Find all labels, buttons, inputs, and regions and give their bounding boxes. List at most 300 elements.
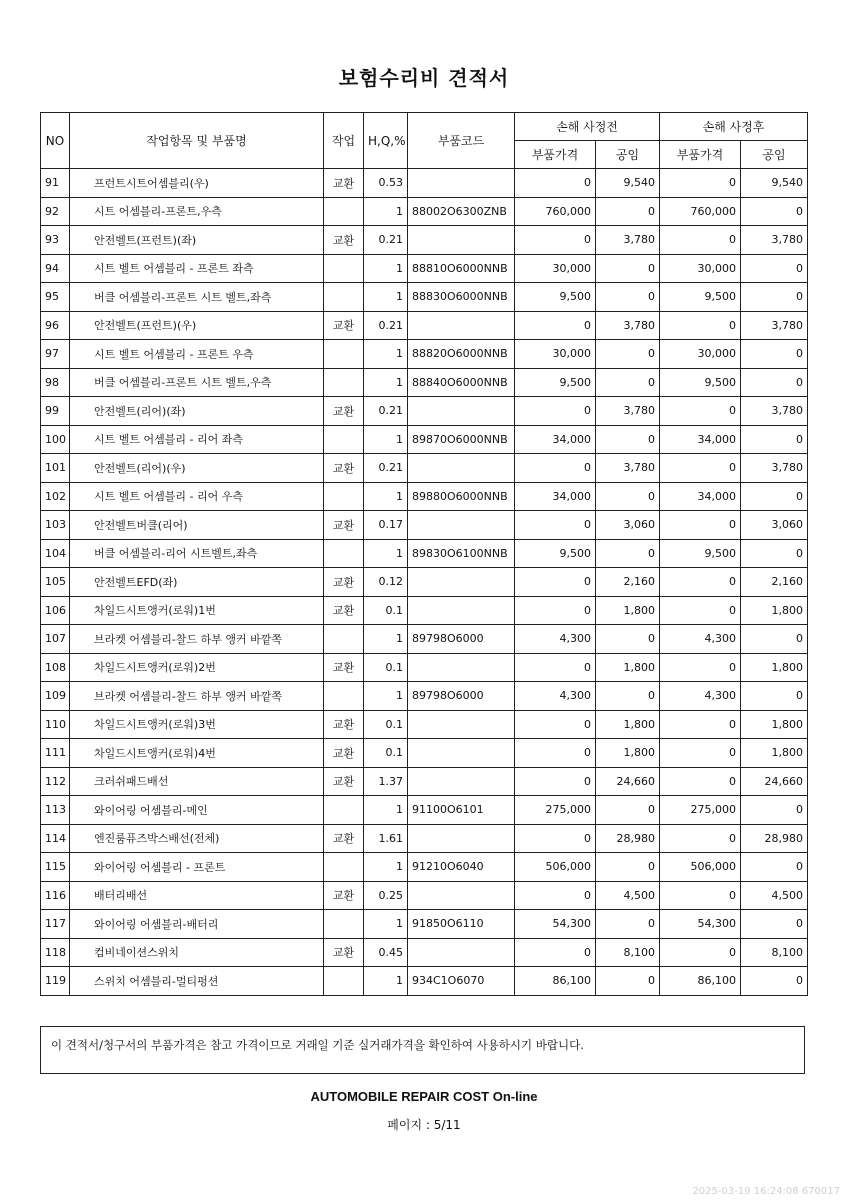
cell-part-code: 91850O6110 bbox=[408, 910, 515, 939]
cell-before-part-price: 0 bbox=[515, 311, 596, 340]
brand-footer: AUTOMOBILE REPAIR COST On-line bbox=[310, 1089, 538, 1104]
table-row bbox=[41, 824, 808, 853]
cell-no: 92 bbox=[41, 197, 70, 226]
cell-before-part-price: 86,100 bbox=[515, 967, 596, 996]
cell-hq: 0.12 bbox=[364, 568, 408, 597]
cell-after-part-price: 0 bbox=[660, 881, 741, 910]
cell-before-part-price: 275,000 bbox=[515, 796, 596, 825]
cell-after-part-price: 4,300 bbox=[660, 625, 741, 654]
cell-no: 118 bbox=[41, 938, 70, 967]
cell-after-part-price: 0 bbox=[660, 454, 741, 483]
table-row bbox=[41, 881, 808, 910]
cell-before-part-price: 0 bbox=[515, 739, 596, 768]
cell-after-labor: 0 bbox=[741, 340, 808, 369]
cell-before-part-price: 0 bbox=[515, 454, 596, 483]
cell-after-labor: 0 bbox=[741, 539, 808, 568]
cell-item-name: 버클 어셈블리-프론트 시트 벨트,좌측 bbox=[70, 283, 324, 312]
cell-hq: 0.53 bbox=[364, 169, 408, 198]
cell-work bbox=[324, 539, 364, 568]
cell-part-code bbox=[408, 226, 515, 255]
cell-work bbox=[324, 197, 364, 226]
cell-after-labor: 24,660 bbox=[741, 767, 808, 796]
cell-before-labor: 0 bbox=[596, 796, 660, 825]
cell-before-part-price: 4,300 bbox=[515, 625, 596, 654]
document-title: 보험수리비 견적서 bbox=[338, 66, 510, 90]
cell-after-labor: 0 bbox=[741, 254, 808, 283]
cell-after-part-price: 30,000 bbox=[660, 340, 741, 369]
cell-after-labor: 0 bbox=[741, 682, 808, 711]
cell-item-name: 와이어링 어셈블리 - 프론트 bbox=[70, 853, 324, 882]
table-row bbox=[41, 311, 808, 340]
cell-work bbox=[324, 682, 364, 711]
cell-item-name: 와이어링 어셈블리-배터리 bbox=[70, 910, 324, 939]
cell-hq: 1 bbox=[364, 682, 408, 711]
cell-no: 103 bbox=[41, 511, 70, 540]
cell-hq: 0.25 bbox=[364, 881, 408, 910]
cell-hq: 1 bbox=[364, 853, 408, 882]
cell-after-labor: 1,800 bbox=[741, 739, 808, 768]
cell-hq: 1 bbox=[364, 368, 408, 397]
cell-part-code: 88830O6000NNB bbox=[408, 283, 515, 312]
cell-after-labor: 3,780 bbox=[741, 311, 808, 340]
page-number: 페이지 : 5/11 bbox=[387, 1118, 461, 1132]
cell-after-labor: 28,980 bbox=[741, 824, 808, 853]
cell-before-part-price: 506,000 bbox=[515, 853, 596, 882]
cell-no: 98 bbox=[41, 368, 70, 397]
cell-item-name: 프런트시트어셈블리(우) bbox=[70, 169, 324, 198]
cell-item-name: 안전벨트버클(리어) bbox=[70, 511, 324, 540]
cell-work bbox=[324, 425, 364, 454]
table-row bbox=[41, 397, 808, 426]
cell-part-code bbox=[408, 511, 515, 540]
table-row bbox=[41, 625, 808, 654]
table-row bbox=[41, 682, 808, 711]
cell-after-labor: 3,780 bbox=[741, 454, 808, 483]
table-row bbox=[41, 910, 808, 939]
header-no: NO bbox=[41, 113, 70, 169]
cell-part-code: 89830O6100NNB bbox=[408, 539, 515, 568]
cell-item-name: 스위치 어셈블리-멀티펑션 bbox=[70, 967, 324, 996]
table-row bbox=[41, 710, 808, 739]
table-row bbox=[41, 539, 808, 568]
cell-item-name: 안전벨트(리어)(좌) bbox=[70, 397, 324, 426]
cell-work bbox=[324, 967, 364, 996]
cell-after-labor: 3,780 bbox=[741, 226, 808, 255]
cell-work bbox=[324, 482, 364, 511]
cell-after-part-price: 0 bbox=[660, 226, 741, 255]
cell-after-labor: 0 bbox=[741, 796, 808, 825]
cell-work: 교환 bbox=[324, 739, 364, 768]
cell-work bbox=[324, 910, 364, 939]
cell-part-code bbox=[408, 938, 515, 967]
cell-after-part-price: 0 bbox=[660, 511, 741, 540]
cell-before-part-price: 0 bbox=[515, 824, 596, 853]
table-row bbox=[41, 368, 808, 397]
cell-hq: 1 bbox=[364, 967, 408, 996]
cell-no: 96 bbox=[41, 311, 70, 340]
cell-work bbox=[324, 853, 364, 882]
cell-item-name: 차일드시트앵커(로워)3번 bbox=[70, 710, 324, 739]
cell-after-labor: 0 bbox=[741, 197, 808, 226]
print-timestamp: 2025-03-19 16:24:08 670017 bbox=[692, 1186, 840, 1197]
cell-work: 교환 bbox=[324, 511, 364, 540]
cell-before-labor: 3,780 bbox=[596, 226, 660, 255]
cell-before-labor: 28,980 bbox=[596, 824, 660, 853]
header-after-part-price: 부품가격 bbox=[660, 141, 741, 169]
cell-part-code: 89880O6000NNB bbox=[408, 482, 515, 511]
table-row bbox=[41, 226, 808, 255]
cell-part-code: 88002O6300ZNB bbox=[408, 197, 515, 226]
cell-before-part-price: 0 bbox=[515, 596, 596, 625]
cell-after-part-price: 0 bbox=[660, 824, 741, 853]
cell-before-part-price: 34,000 bbox=[515, 425, 596, 454]
header-before-labor: 공임 bbox=[596, 141, 660, 169]
table-row bbox=[41, 739, 808, 768]
cell-no: 99 bbox=[41, 397, 70, 426]
cell-after-part-price: 0 bbox=[660, 596, 741, 625]
cell-before-part-price: 0 bbox=[515, 169, 596, 198]
cell-no: 112 bbox=[41, 767, 70, 796]
cell-item-name: 차일드시트앵커(로워)4번 bbox=[70, 739, 324, 768]
cell-after-labor: 0 bbox=[741, 283, 808, 312]
cell-after-part-price: 506,000 bbox=[660, 853, 741, 882]
cell-after-labor: 0 bbox=[741, 482, 808, 511]
cell-after-part-price: 0 bbox=[660, 397, 741, 426]
price-notice: 이 견적서/청구서의 부품가격은 참고 가격이므로 거래일 기준 실거래가격을 확인하여 사용하시기 바랍니다. bbox=[40, 1026, 805, 1074]
cell-hq: 0.1 bbox=[364, 710, 408, 739]
cell-after-labor: 0 bbox=[741, 910, 808, 939]
cell-no: 105 bbox=[41, 568, 70, 597]
table-row bbox=[41, 853, 808, 882]
cell-hq: 1.61 bbox=[364, 824, 408, 853]
cell-before-labor: 0 bbox=[596, 340, 660, 369]
cell-after-part-price: 0 bbox=[660, 767, 741, 796]
cell-item-name: 시트 어셈블리-프론트,우측 bbox=[70, 197, 324, 226]
cell-no: 97 bbox=[41, 340, 70, 369]
cell-before-labor: 3,780 bbox=[596, 311, 660, 340]
cell-hq: 0.21 bbox=[364, 397, 408, 426]
cell-before-labor: 1,800 bbox=[596, 739, 660, 768]
table-row bbox=[41, 454, 808, 483]
cell-work: 교환 bbox=[324, 653, 364, 682]
cell-part-code: 91210O6040 bbox=[408, 853, 515, 882]
cell-after-part-price: 9,500 bbox=[660, 539, 741, 568]
cell-after-labor: 8,100 bbox=[741, 938, 808, 967]
table-row bbox=[41, 596, 808, 625]
cell-after-labor: 0 bbox=[741, 425, 808, 454]
cell-before-labor: 1,800 bbox=[596, 653, 660, 682]
table-row bbox=[41, 197, 808, 226]
cell-before-labor: 0 bbox=[596, 625, 660, 654]
cell-after-labor: 1,800 bbox=[741, 710, 808, 739]
header-before: 손해 사정전 bbox=[515, 113, 660, 141]
cell-before-labor: 3,780 bbox=[596, 397, 660, 426]
cell-work: 교환 bbox=[324, 767, 364, 796]
cell-before-labor: 3,060 bbox=[596, 511, 660, 540]
cell-before-labor: 0 bbox=[596, 682, 660, 711]
cell-no: 100 bbox=[41, 425, 70, 454]
cell-before-part-price: 0 bbox=[515, 710, 596, 739]
cell-item-name: 와이어링 어셈블리-메인 bbox=[70, 796, 324, 825]
estimate-rows bbox=[41, 169, 808, 996]
cell-hq: 0.1 bbox=[364, 653, 408, 682]
cell-after-part-price: 34,000 bbox=[660, 482, 741, 511]
cell-work: 교환 bbox=[324, 568, 364, 597]
cell-no: 101 bbox=[41, 454, 70, 483]
cell-part-code: 88810O6000NNB bbox=[408, 254, 515, 283]
cell-hq: 0.1 bbox=[364, 596, 408, 625]
cell-hq: 0.21 bbox=[364, 454, 408, 483]
cell-before-part-price: 0 bbox=[515, 568, 596, 597]
cell-no: 106 bbox=[41, 596, 70, 625]
table-row bbox=[41, 796, 808, 825]
cell-after-part-price: 30,000 bbox=[660, 254, 741, 283]
cell-after-labor: 0 bbox=[741, 967, 808, 996]
cell-before-part-price: 9,500 bbox=[515, 368, 596, 397]
cell-before-labor: 0 bbox=[596, 254, 660, 283]
cell-after-labor: 0 bbox=[741, 625, 808, 654]
cell-item-name: 차일드시트앵커(로워)1번 bbox=[70, 596, 324, 625]
header-before-part-price: 부품가격 bbox=[515, 141, 596, 169]
cell-no: 110 bbox=[41, 710, 70, 739]
cell-part-code bbox=[408, 169, 515, 198]
cell-after-part-price: 0 bbox=[660, 311, 741, 340]
cell-before-labor: 0 bbox=[596, 283, 660, 312]
header-after-labor: 공임 bbox=[741, 141, 808, 169]
cell-hq: 0.21 bbox=[364, 226, 408, 255]
cell-no: 108 bbox=[41, 653, 70, 682]
cell-hq: 1 bbox=[364, 340, 408, 369]
cell-after-labor: 0 bbox=[741, 853, 808, 882]
cell-part-code bbox=[408, 568, 515, 597]
table-row bbox=[41, 283, 808, 312]
cell-work bbox=[324, 283, 364, 312]
cell-before-labor: 9,540 bbox=[596, 169, 660, 198]
cell-work: 교환 bbox=[324, 938, 364, 967]
cell-before-part-price: 30,000 bbox=[515, 254, 596, 283]
cell-before-labor: 1,800 bbox=[596, 710, 660, 739]
table-row bbox=[41, 653, 808, 682]
cell-before-part-price: 760,000 bbox=[515, 197, 596, 226]
cell-before-labor: 1,800 bbox=[596, 596, 660, 625]
cell-part-code: 88840O6000NNB bbox=[408, 368, 515, 397]
table-row bbox=[41, 169, 808, 198]
cell-hq: 0.45 bbox=[364, 938, 408, 967]
cell-item-name: 컴비네이션스위치 bbox=[70, 938, 324, 967]
cell-no: 91 bbox=[41, 169, 70, 198]
cell-item-name: 안전벨트(프런트)(좌) bbox=[70, 226, 324, 255]
cell-before-part-price: 0 bbox=[515, 938, 596, 967]
cell-item-name: 안전벨트(프런트)(우) bbox=[70, 311, 324, 340]
cell-part-code: 89798O6000 bbox=[408, 682, 515, 711]
cell-before-labor: 24,660 bbox=[596, 767, 660, 796]
cell-after-part-price: 0 bbox=[660, 653, 741, 682]
cell-no: 114 bbox=[41, 824, 70, 853]
cell-after-part-price: 275,000 bbox=[660, 796, 741, 825]
cell-part-code bbox=[408, 397, 515, 426]
cell-after-labor: 4,500 bbox=[741, 881, 808, 910]
cell-no: 119 bbox=[41, 967, 70, 996]
cell-before-part-price: 54,300 bbox=[515, 910, 596, 939]
cell-no: 102 bbox=[41, 482, 70, 511]
cell-before-labor: 4,500 bbox=[596, 881, 660, 910]
cell-after-part-price: 0 bbox=[660, 739, 741, 768]
cell-before-labor: 0 bbox=[596, 197, 660, 226]
cell-item-name: 엔진룸퓨즈박스배선(전체) bbox=[70, 824, 324, 853]
cell-before-labor: 0 bbox=[596, 853, 660, 882]
cell-work bbox=[324, 340, 364, 369]
cell-after-part-price: 0 bbox=[660, 710, 741, 739]
cell-after-labor: 3,060 bbox=[741, 511, 808, 540]
cell-item-name: 크러쉬패드배선 bbox=[70, 767, 324, 796]
cell-after-labor: 2,160 bbox=[741, 568, 808, 597]
header-after: 손해 사정후 bbox=[660, 113, 808, 141]
cell-part-code bbox=[408, 739, 515, 768]
table-row bbox=[41, 511, 808, 540]
cell-before-labor: 8,100 bbox=[596, 938, 660, 967]
cell-before-part-price: 34,000 bbox=[515, 482, 596, 511]
cell-item-name: 버클 어셈블리-리어 시트벨트,좌측 bbox=[70, 539, 324, 568]
cell-before-labor: 0 bbox=[596, 967, 660, 996]
cell-after-part-price: 760,000 bbox=[660, 197, 741, 226]
estimate-table bbox=[40, 112, 808, 996]
cell-no: 113 bbox=[41, 796, 70, 825]
table-row bbox=[41, 254, 808, 283]
cell-before-part-price: 4,300 bbox=[515, 682, 596, 711]
cell-part-code bbox=[408, 596, 515, 625]
header-hq: H,Q,% bbox=[364, 113, 408, 169]
cell-part-code bbox=[408, 653, 515, 682]
cell-hq: 1 bbox=[364, 254, 408, 283]
cell-hq: 0.17 bbox=[364, 511, 408, 540]
cell-part-code bbox=[408, 710, 515, 739]
cell-after-labor: 3,780 bbox=[741, 397, 808, 426]
cell-no: 94 bbox=[41, 254, 70, 283]
cell-item-name: 차일드시트앵커(로워)2번 bbox=[70, 653, 324, 682]
cell-part-code: 89798O6000 bbox=[408, 625, 515, 654]
table-row bbox=[41, 967, 808, 996]
cell-hq: 0.1 bbox=[364, 739, 408, 768]
table-row bbox=[41, 767, 808, 796]
cell-no: 116 bbox=[41, 881, 70, 910]
cell-no: 95 bbox=[41, 283, 70, 312]
cell-after-labor: 0 bbox=[741, 368, 808, 397]
cell-before-labor: 0 bbox=[596, 482, 660, 511]
cell-work: 교환 bbox=[324, 311, 364, 340]
cell-hq: 1 bbox=[364, 197, 408, 226]
cell-no: 93 bbox=[41, 226, 70, 255]
cell-after-part-price: 0 bbox=[660, 568, 741, 597]
cell-hq: 0.21 bbox=[364, 311, 408, 340]
cell-hq: 1 bbox=[364, 425, 408, 454]
cell-hq: 1 bbox=[364, 283, 408, 312]
table-row bbox=[41, 482, 808, 511]
cell-part-code: 88820O6000NNB bbox=[408, 340, 515, 369]
cell-after-part-price: 0 bbox=[660, 938, 741, 967]
cell-before-part-price: 30,000 bbox=[515, 340, 596, 369]
cell-hq: 1.37 bbox=[364, 767, 408, 796]
cell-hq: 1 bbox=[364, 625, 408, 654]
cell-after-part-price: 9,500 bbox=[660, 283, 741, 312]
cell-before-part-price: 0 bbox=[515, 881, 596, 910]
cell-item-name: 버클 어셈블리-프론트 시트 벨트,우측 bbox=[70, 368, 324, 397]
cell-work: 교환 bbox=[324, 169, 364, 198]
cell-hq: 1 bbox=[364, 482, 408, 511]
cell-item-name: 브라켓 어셈블리-찰드 하부 앵커 바깥쪽 bbox=[70, 625, 324, 654]
cell-after-labor: 1,800 bbox=[741, 596, 808, 625]
cell-before-labor: 0 bbox=[596, 368, 660, 397]
cell-item-name: 안전벨트EFD(좌) bbox=[70, 568, 324, 597]
cell-no: 109 bbox=[41, 682, 70, 711]
table-row bbox=[41, 568, 808, 597]
table-row bbox=[41, 340, 808, 369]
cell-after-labor: 9,540 bbox=[741, 169, 808, 198]
cell-part-code bbox=[408, 454, 515, 483]
cell-before-part-price: 9,500 bbox=[515, 283, 596, 312]
cell-part-code: 89870O6000NNB bbox=[408, 425, 515, 454]
cell-part-code bbox=[408, 311, 515, 340]
cell-after-part-price: 0 bbox=[660, 169, 741, 198]
cell-before-part-price: 0 bbox=[515, 653, 596, 682]
cell-item-name: 브라켓 어셈블리-찰드 하부 앵커 바깥쪽 bbox=[70, 682, 324, 711]
cell-item-name: 배터리배선 bbox=[70, 881, 324, 910]
cell-before-labor: 2,160 bbox=[596, 568, 660, 597]
cell-work bbox=[324, 254, 364, 283]
cell-work: 교환 bbox=[324, 710, 364, 739]
cell-part-code: 934C1O6070 bbox=[408, 967, 515, 996]
cell-no: 104 bbox=[41, 539, 70, 568]
cell-no: 111 bbox=[41, 739, 70, 768]
header-item: 작업항목 및 부품명 bbox=[70, 113, 324, 169]
cell-after-labor: 1,800 bbox=[741, 653, 808, 682]
cell-before-part-price: 0 bbox=[515, 767, 596, 796]
cell-work: 교환 bbox=[324, 881, 364, 910]
table-row bbox=[41, 425, 808, 454]
cell-part-code bbox=[408, 767, 515, 796]
cell-hq: 1 bbox=[364, 539, 408, 568]
cell-part-code: 91100O6101 bbox=[408, 796, 515, 825]
cell-after-part-price: 34,000 bbox=[660, 425, 741, 454]
cell-work: 교환 bbox=[324, 397, 364, 426]
cell-before-labor: 3,780 bbox=[596, 454, 660, 483]
header-work: 작업 bbox=[324, 113, 364, 169]
cell-after-part-price: 54,300 bbox=[660, 910, 741, 939]
cell-item-name: 시트 벨트 어셈블리 - 프론트 좌측 bbox=[70, 254, 324, 283]
cell-after-part-price: 4,300 bbox=[660, 682, 741, 711]
cell-work: 교환 bbox=[324, 596, 364, 625]
cell-item-name: 안전벨트(리어)(우) bbox=[70, 454, 324, 483]
cell-item-name: 시트 벨트 어셈블리 - 리어 좌측 bbox=[70, 425, 324, 454]
cell-hq: 1 bbox=[364, 796, 408, 825]
cell-part-code bbox=[408, 881, 515, 910]
cell-before-part-price: 0 bbox=[515, 226, 596, 255]
cell-no: 107 bbox=[41, 625, 70, 654]
cell-no: 117 bbox=[41, 910, 70, 939]
cell-work: 교환 bbox=[324, 824, 364, 853]
cell-no: 115 bbox=[41, 853, 70, 882]
cell-before-labor: 0 bbox=[596, 539, 660, 568]
cell-after-part-price: 86,100 bbox=[660, 967, 741, 996]
cell-item-name: 시트 벨트 어셈블리 - 리어 우측 bbox=[70, 482, 324, 511]
cell-before-part-price: 0 bbox=[515, 511, 596, 540]
cell-work: 교환 bbox=[324, 454, 364, 483]
cell-before-part-price: 0 bbox=[515, 397, 596, 426]
header-code: 부품코드 bbox=[408, 113, 515, 169]
cell-work: 교환 bbox=[324, 226, 364, 255]
table-row bbox=[41, 938, 808, 967]
cell-part-code bbox=[408, 824, 515, 853]
cell-before-labor: 0 bbox=[596, 910, 660, 939]
